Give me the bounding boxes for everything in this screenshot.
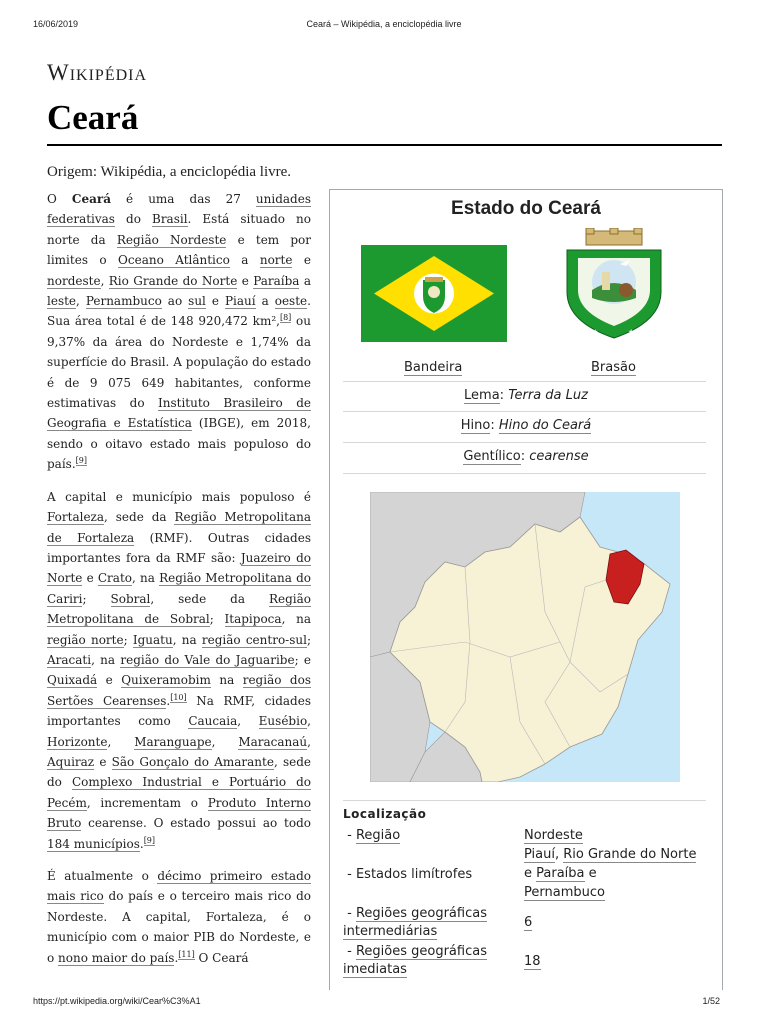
infobox-title: Estado do Ceará — [451, 198, 601, 219]
svg-text:★: ★ — [592, 328, 599, 336]
link[interactable]: região norte — [47, 632, 124, 647]
wikipedia-wordmark[interactable] — [47, 60, 147, 86]
link[interactable]: Oceano Atlântico — [118, 253, 230, 268]
origin-note: Origem: Wikipédia, a enciclopédia livre. — [47, 164, 292, 180]
ref[interactable]: [9] — [143, 835, 156, 845]
article-body — [47, 189, 311, 980]
link[interactable]: Pernambuco — [85, 294, 162, 309]
link[interactable]: São Gonçalo do Amarante — [111, 754, 274, 769]
gentilico-row: Gentílico: cearense — [463, 449, 589, 464]
divider — [343, 473, 706, 474]
link[interactable]: Horizonte — [47, 734, 108, 749]
hino-label[interactable]: Hino — [460, 418, 491, 433]
print-date: 16/06/2019 — [33, 19, 79, 29]
link[interactable]: Complexo Industrial e Portuário do Pecém — [47, 775, 311, 810]
divider — [343, 411, 706, 412]
link[interactable]: Região Metropolitana do Cariri — [47, 571, 312, 606]
gentilico-label[interactable]: Gentílico — [463, 449, 521, 464]
lema-value: Terra da Luz — [508, 388, 588, 403]
regioes-intermediarias-value[interactable]: 6 — [524, 915, 533, 930]
print-page-number: 1/52 — [702, 996, 720, 1006]
link[interactable]: região centro-sul — [201, 632, 307, 647]
print-url: https://pt.wikipedia.org/wiki/Cear%C3%A1 — [33, 996, 201, 1006]
link[interactable]: Paraíba — [253, 273, 300, 288]
link[interactable]: Aracati — [47, 652, 92, 667]
estados-value: Piauí, Rio Grande do Norte e Paraíba e Pernambuco — [524, 847, 697, 900]
page-title: Ceará — [47, 98, 139, 137]
link[interactable]: Aquiraz — [47, 754, 95, 769]
svg-text:★: ★ — [628, 328, 635, 336]
svg-text:★: ★ — [642, 322, 649, 330]
ceara-coat-of-arms-image[interactable] — [564, 228, 664, 340]
lema-label[interactable]: Lema — [464, 388, 500, 403]
link[interactable]: Maranguape — [134, 734, 212, 749]
ceara-locator-map[interactable] — [370, 492, 680, 782]
paragraph-intro: O Ceará é uma das 27 unidades federativas do Brasil. Está situado no norte da Região Nordeste e tem por limites o Oceano Atlântico a norte e nordeste, Rio Grande do Norte e Paraíba a leste, Pernambuco ao sul e Piauí a oeste. Sua área total é de 148 920,472 km²,[8] ou 9,37% da área do Nordeste e 1,74% da superfície do Brasil. A população do estado é de 9 075 649 habitantes, conforme estimativas do Instituto Brasileiro de Geografia e Estatística (IBGE), em 2018, sendo o oitavo estado mais populoso do país.[9] — [47, 192, 311, 472]
link[interactable]: Pernambuco — [524, 885, 605, 900]
link[interactable]: Rio Grande do Norte — [563, 847, 697, 862]
link[interactable]: Produto Interno Bruto — [47, 795, 312, 831]
link[interactable]: unidades federativas — [47, 192, 311, 227]
infobox — [329, 189, 723, 990]
link[interactable]: Sobral — [110, 591, 151, 606]
wordmark-text: Wikipédia — [47, 60, 148, 85]
link[interactable]: norte — [259, 253, 293, 268]
link[interactable]: Caucaia — [188, 714, 238, 729]
link[interactable]: Quixadá — [47, 673, 98, 688]
link[interactable]: Brasil — [152, 212, 188, 227]
link[interactable]: região dos Sertões Cearenses — [47, 673, 311, 708]
paragraph-capital: A capital e município mais populoso é Fortaleza, sede da Região Metropolitana de Fortaleza (RMF). Outras cidades importantes fora da RMF são: Juazeiro do Norte e Crato, na Região Metropolitana do Cariri; Sobral, sede da Região Metropolitana de Sobral; Itapipoca, na região norte; Iguatu, na região centro-sul; Aracati, na região do Vale do Jaguaribe; e Quixadá e Quixeramobim na região dos Sertões Cearenses.[10] Na RMF, cidades importantes como Caucaia, Eusébio, Horizonte, Maranguape, Maracanaú, Aquiraz e São Gonçalo do Amarante, sede do Complexo Industrial e Portuário do Pecém, incrementam o Produto Interno Bruto cearense. O estado possui ao todo 184 municípios.[9] — [47, 489, 312, 851]
paragraph-economy: É atualmente o décimo primeiro estado mais rico do país e o terceiro mais rico do Nordeste. A capital, Fortaleza, é o município com o maior PIB do Nordeste, e o nono maior do país.[11] O Ceará — [47, 869, 311, 965]
link[interactable]: Quixeramobim — [121, 673, 211, 688]
regioes-intermediarias-label: - Regiões geográficas intermediárias — [343, 906, 487, 939]
link[interactable]: décimo primeiro estado mais rico — [47, 869, 311, 904]
link[interactable]: 184 municípios — [47, 836, 140, 851]
regioes-imediatas-label: - Regiões geográficas imediatas — [343, 944, 487, 977]
link[interactable]: sul — [188, 294, 206, 309]
ref[interactable]: [9] — [75, 456, 87, 466]
link[interactable]: Rio Grande do Norte — [108, 273, 238, 288]
divider — [343, 442, 706, 443]
link[interactable]: Maracanaú — [238, 734, 308, 749]
link[interactable]: Itapipoca — [224, 612, 282, 627]
link[interactable]: Juazeiro do Norte — [47, 550, 311, 586]
ref[interactable]: [8] — [279, 313, 292, 323]
link[interactable]: Região Nordeste — [116, 232, 227, 247]
ceara-flag-image[interactable] — [361, 245, 507, 342]
link[interactable]: Eusébio — [258, 714, 308, 729]
hino-row: Hino: Hino do Ceará — [460, 418, 592, 433]
ref[interactable]: [11] — [178, 949, 195, 959]
link[interactable]: leste — [47, 294, 77, 309]
link[interactable]: Crato — [97, 571, 132, 586]
link[interactable]: Iguatu — [132, 632, 173, 647]
gentilico-value: cearense — [529, 449, 589, 464]
coa-caption[interactable]: Brasão — [591, 360, 636, 375]
link[interactable]: Paraíba — [536, 866, 585, 881]
regioes-imediatas-value[interactable]: 18 — [524, 954, 541, 969]
hino-value[interactable]: Hino do Ceará — [498, 418, 592, 433]
link[interactable]: oeste — [274, 294, 308, 309]
link[interactable]: Piauí — [224, 294, 256, 309]
regiao-value[interactable]: Nordeste — [524, 828, 583, 843]
svg-text:★: ★ — [578, 322, 585, 330]
lema-row: Lema: Terra da Luz — [464, 388, 588, 403]
link[interactable]: Região Metropolitana de Fortaleza — [47, 510, 311, 545]
estados-label: - Estados limítrofes — [343, 867, 473, 882]
link[interactable]: nono maior do país — [58, 950, 175, 965]
title-rule — [47, 144, 722, 146]
localizacao-header: Localização — [343, 807, 427, 821]
divider — [343, 381, 706, 382]
link[interactable]: Instituto Brasileiro de Geografia e Estatística — [47, 396, 311, 431]
regiao-label: - Região — [343, 828, 401, 843]
link[interactable]: Piauí — [524, 847, 555, 862]
link[interactable]: região do Vale do Jaguaribe — [120, 652, 295, 667]
link[interactable]: Fortaleza — [47, 510, 105, 525]
print-page-title: Ceará – Wikipédia, a enciclopédia livre — [306, 19, 462, 29]
divider — [343, 800, 706, 801]
ref[interactable]: [10] — [170, 692, 187, 702]
link[interactable]: Região Metropolitana de Sobral — [47, 591, 311, 627]
flag-caption[interactable]: Bandeira — [404, 360, 463, 375]
link[interactable]: nordeste — [47, 273, 101, 288]
